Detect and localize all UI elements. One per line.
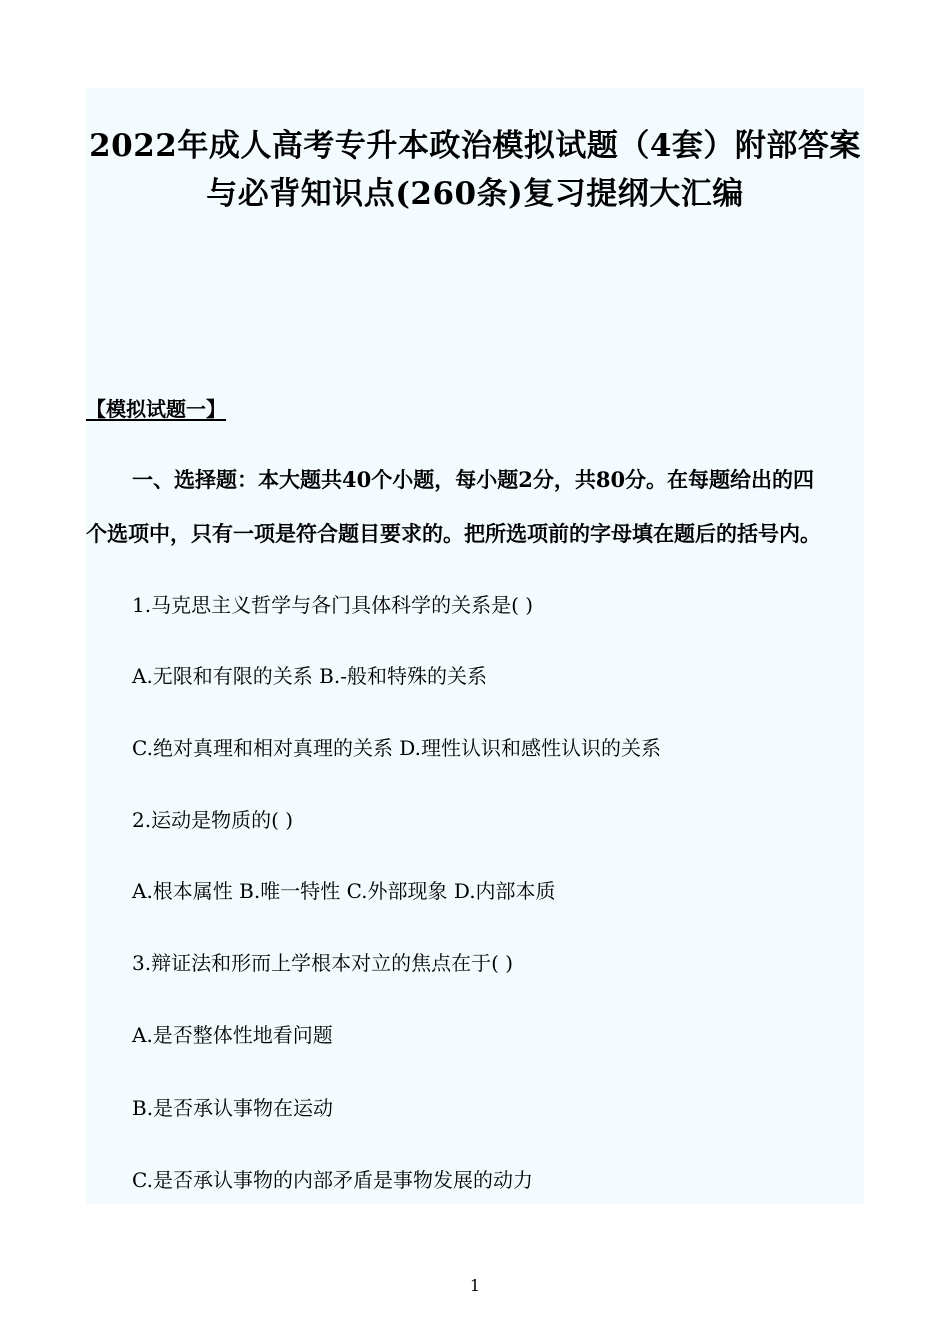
question-1-options-ab: A.无限和有限的关系 B.-般和特殊的关系 <box>132 664 487 688</box>
instructions-line-1: 一、选择题：本大题共40个小题，每小题2分，共80分。在每题给出的四 <box>132 467 815 492</box>
page-number: 1 <box>469 1276 481 1295</box>
question-3-option-a: A.是否整体性地看问题 <box>132 1023 333 1047</box>
question-1-options-cd: C.绝对真理和相对真理的关系 D.理性认识和感性认识的关系 <box>132 736 661 760</box>
question-1: 1.马克思主义哲学与各门具体科学的关系是( ) <box>132 593 534 617</box>
question-3-option-c: C.是否承认事物的内部矛盾是事物发展的动力 <box>132 1168 533 1192</box>
question-3: 3.辩证法和形而上学根本对立的焦点在于( ) <box>132 951 514 975</box>
question-2-options: A.根本属性 B.唯一特性 C.外部现象 D.内部本质 <box>132 879 556 903</box>
document-title-line-1: 2022年成人高考专升本政治模拟试题（4套）附部答案 <box>89 128 861 164</box>
section-heading: 【模拟试题一】 <box>86 397 226 421</box>
question-2: 2.运动是物质的( ) <box>132 808 294 832</box>
instructions-line-2: 个选项中，只有一项是符合题目要求的。把所选项前的字母填在题后的括号内。 <box>86 521 821 546</box>
question-3-option-b: B.是否承认事物在运动 <box>132 1096 334 1120</box>
document-title-line-2: 与必背知识点(260条)复习提纲大汇编 <box>206 176 744 212</box>
